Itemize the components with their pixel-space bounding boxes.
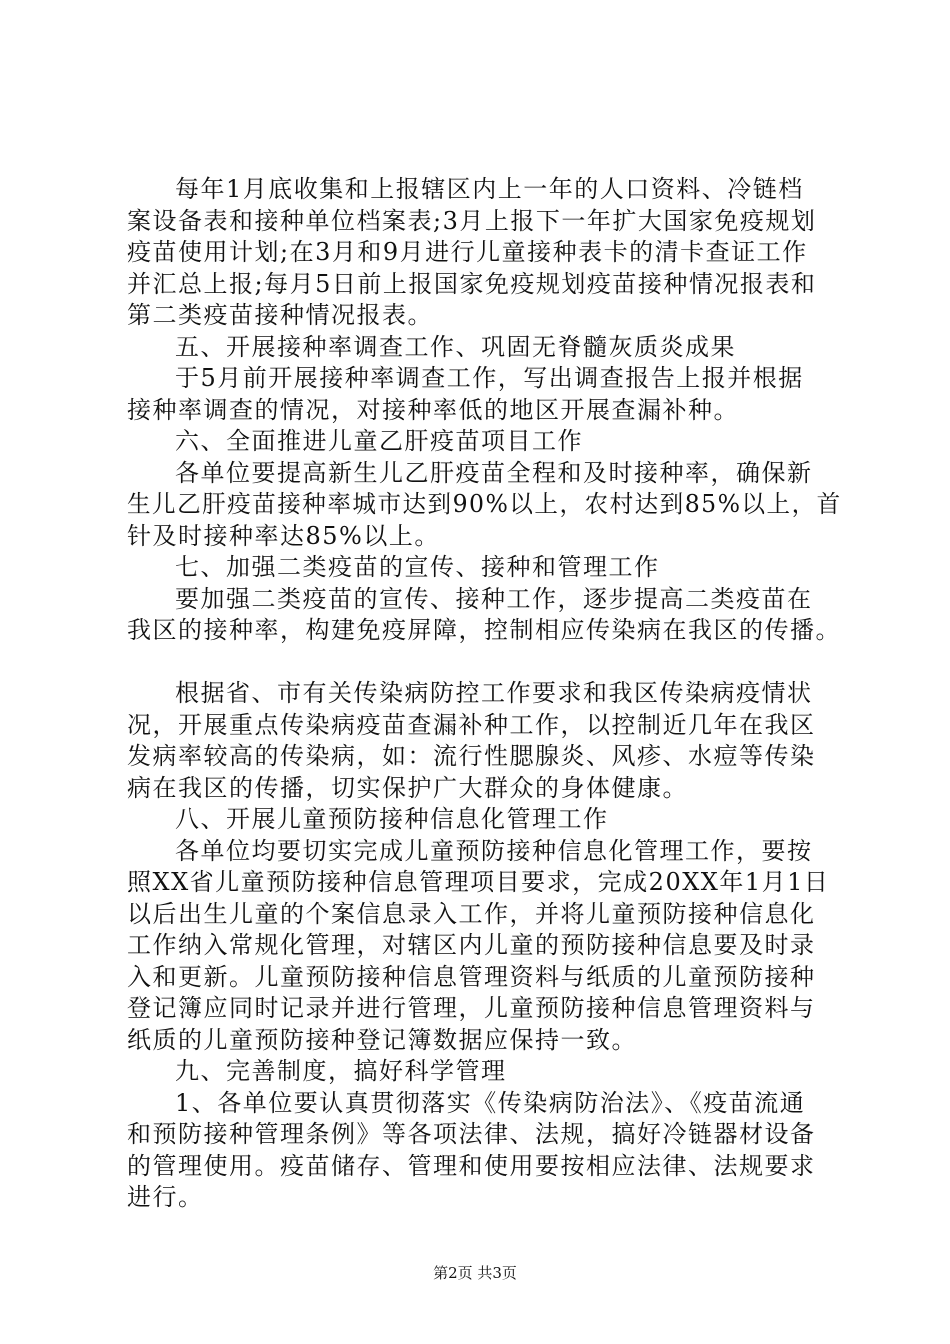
paragraph-line: 纸质的儿童预防接种登记簿数据应保持一致。: [127, 1025, 637, 1054]
section-heading-5: 五、开展接种率调查工作、巩固无脊髓灰质炎成果: [175, 332, 736, 361]
paragraph-line: 进行。: [127, 1183, 204, 1211]
paragraph-line: 接种率调查的情况，对接种率低的地区开展查漏补种。: [127, 395, 739, 424]
paragraph-line: 1、各单位要认真贯彻落实《传染病防治法》、《疫苗流通: [175, 1088, 806, 1117]
paragraph-line: 以后出生儿童的个案信息录入工作，并将儿童预防接种信息化: [127, 899, 816, 928]
paragraph-line: 况，开展重点传染病疫苗查漏补种工作，以控制近几年在我区: [127, 710, 816, 739]
paragraph-line: 每年1月底收集和上报辖区内上一年的人口资料、冷链档: [175, 175, 804, 203]
paragraph-line: 照XX省儿童预防接种信息管理项目要求，完成20XX年1月1日: [127, 868, 830, 896]
paragraph-line: 发病率较高的传染病，如：流行性腮腺炎、风疹、水痘等传染: [127, 742, 816, 770]
paragraph-line: 入和更新。儿童预防接种信息管理资料与纸质的儿童预防接种: [127, 962, 816, 991]
paragraph-line: 我区的接种率，构建免疫屏障，控制相应传染病在我区的传播。: [127, 616, 841, 644]
document-body: [127, 174, 842, 1214]
paragraph-line: 的管理使用。疫苗储存、管理和使用要按相应法律、法规要求: [127, 1151, 816, 1180]
paragraph-line: 案设备表和接种单位档案表;3月上报下一年扩大国家免疫规划: [127, 206, 817, 235]
paragraph-line: 各单位要提高新生儿乙肝疫苗全程和及时接种率，确保新: [175, 458, 813, 487]
paragraph-line: 于5月前开展接种率调查工作，写出调查报告上报并根据: [175, 364, 804, 392]
paragraph-line: 第二类疫苗接种情况报表。: [127, 301, 433, 329]
paragraph-line: 生儿乙肝疫苗接种率城市达到90%以上，农村达到85%以上，首: [127, 490, 842, 518]
page-number-footer: 第2页 共3页: [433, 1264, 517, 1282]
paragraph-line: 要加强二类疫苗的宣传、接种工作，逐步提高二类疫苗在: [175, 584, 813, 613]
section-heading-6: 六、全面推进儿童乙肝疫苗项目工作: [175, 427, 583, 455]
paragraph-line: 工作纳入常规化管理，对辖区内儿童的预防接种信息要及时录: [127, 931, 816, 959]
paragraph-line: 疫苗使用计划;在3月和9月进行儿童接种表卡的清卡查证工作: [127, 238, 808, 266]
paragraph-line: 并汇总上报;每月5日前上报国家免疫规划疫苗接种情况报表和: [127, 269, 817, 298]
paragraph-line: 各单位均要切实完成儿童预防接种信息化管理工作，要按: [175, 836, 813, 865]
paragraph-line: 病在我区的传播，切实保护广大群众的身体健康。: [127, 773, 688, 802]
paragraph-line: 根据省、市有关传染病防控工作要求和我区传染病疫情状: [175, 679, 813, 707]
paragraph-line: 登记簿应同时记录并进行管理，儿童预防接种信息管理资料与: [127, 994, 816, 1022]
paragraph-line: 针及时接种率达85%以上。: [127, 521, 440, 550]
section-heading-8: 八、开展儿童预防接种信息化管理工作: [175, 805, 609, 833]
section-heading-7: 七、加强二类疫苗的宣传、接种和管理工作: [175, 553, 660, 581]
blank-line: [127, 647, 842, 679]
section-heading-9: 九、完善制度，搞好科学管理: [175, 1057, 507, 1085]
paragraph-line: 和预防接种管理条例》等各项法律、法规，搞好冷链器材设备: [127, 1120, 816, 1148]
